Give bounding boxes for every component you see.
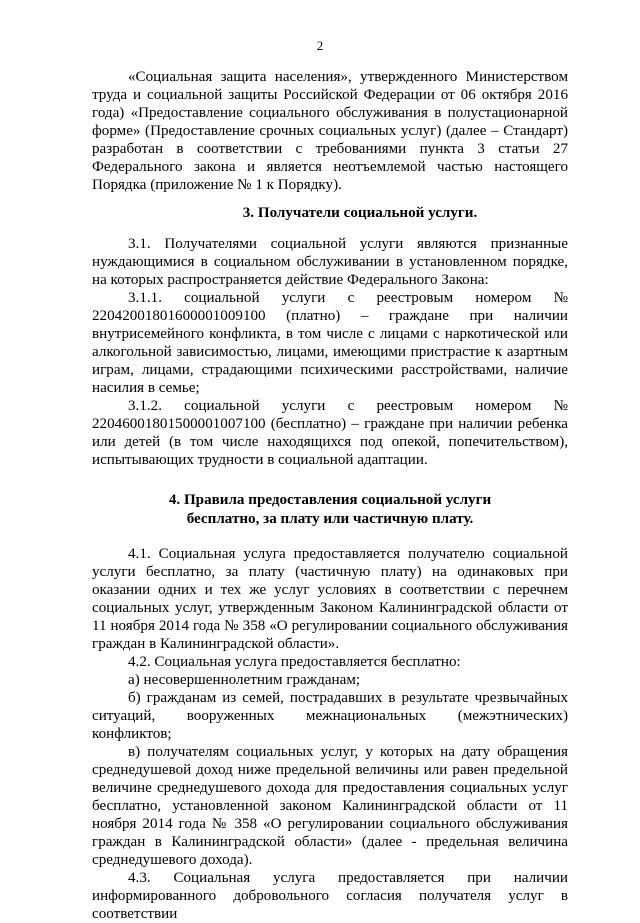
paragraph-4-2-a: а) несовершеннолетним гражданам; — [128, 672, 361, 688]
paragraph-3-1-1: 3.1.1. социальной услуги с реестровым номером № 220420018016000010091​00 (платно) – граждане при наличии внутрисемейного конфликта, в том числе с лицами с наркотической или алкогольной зависимостью, лицами, имеющими пристрастие к азартным играм, лицами, страдающими психическими расстройствами, наличие насилия в семье; — [92, 290, 568, 396]
section-4-heading-line-2: бесплатно, за плату или частичную плату. — [186, 511, 474, 527]
paragraph-3-1-2: 3.1.2. социальной услуги с реестровым номером № 22046001801500001007100 (бесплатно) – граждане при наличии ребенка или детей (в том числе находящихся под опекой, попечительством), испытывающих трудности в социальной адаптации. — [92, 398, 568, 468]
paragraph-4-2-v: в) получателям социальных услуг, у которых на дату обращения среднедушевой доход ниже предельной величины или равен предельной величине среднедушевого дохода для предоставления социальных услуг бесплатно, установленной законом Калининградской области от 11 ноября 2014 года № 358 «О регулировании социального обслуживания граждан в Калининградской области» (далее - предельная величина среднедушевого дохода). — [92, 744, 568, 868]
paragraph-3-1: 3.1. Получателями социальной услуги являются признанные нуждающимися в социальном обслуживании в установленном порядке, на которых распространяется действие Федерального Закона: — [92, 236, 568, 288]
section-3-heading: 3. Получатели социальной услуги. — [242, 205, 478, 221]
section-4-heading-line-1: 4. Правила предоставления социальной услуги — [168, 492, 492, 508]
document-body — [92, 68, 568, 923]
page-number: 2 — [316, 38, 324, 53]
paragraph-4-2: 4.2. Социальная услуга предоставляется бесплатно: — [128, 654, 461, 670]
paragraph-4-1: 4.1. Социальная услуга предоставляется получателю социальной услуги бесплатно, за плату (частичную плату) на одинаковых при оказании одних и тех же услуг условиях в соответствии с перечнем социальных услуг, утвержденным Законом Калининградской области от 11 ноября 2014 года № 358 «О регулировании социального обслуживания граждан в Калининградской области». — [92, 546, 568, 652]
intro-paragraph: «Социальная защита населения», утвержденного Министерством труда и социальной защиты Российской Федерации от 06 октября 2016 года) «Предоставление социального обслуживания в полустационарной форме» (Предоставление срочных социальных услуг) (далее – Стандарт) разработан в соответствии с требованиями пункта 3 статьи 27 Федерального закона и является неотъемлемой частью настоящего Порядка (приложение № 1 к Порядку). — [92, 69, 568, 193]
section-4-heading — [92, 491, 568, 529]
paragraph-4-3: 4.3. Социальная услуга предоставляется при наличии информированного добровольного согласия получателя услуг в соответствии — [92, 870, 568, 922]
paragraph-4-2-b: б) гражданам из семей, пострадавших в результате чрезвычайных ситуаций, вооруженных межнациональных (межэтнических) конфликтов; — [92, 690, 568, 742]
